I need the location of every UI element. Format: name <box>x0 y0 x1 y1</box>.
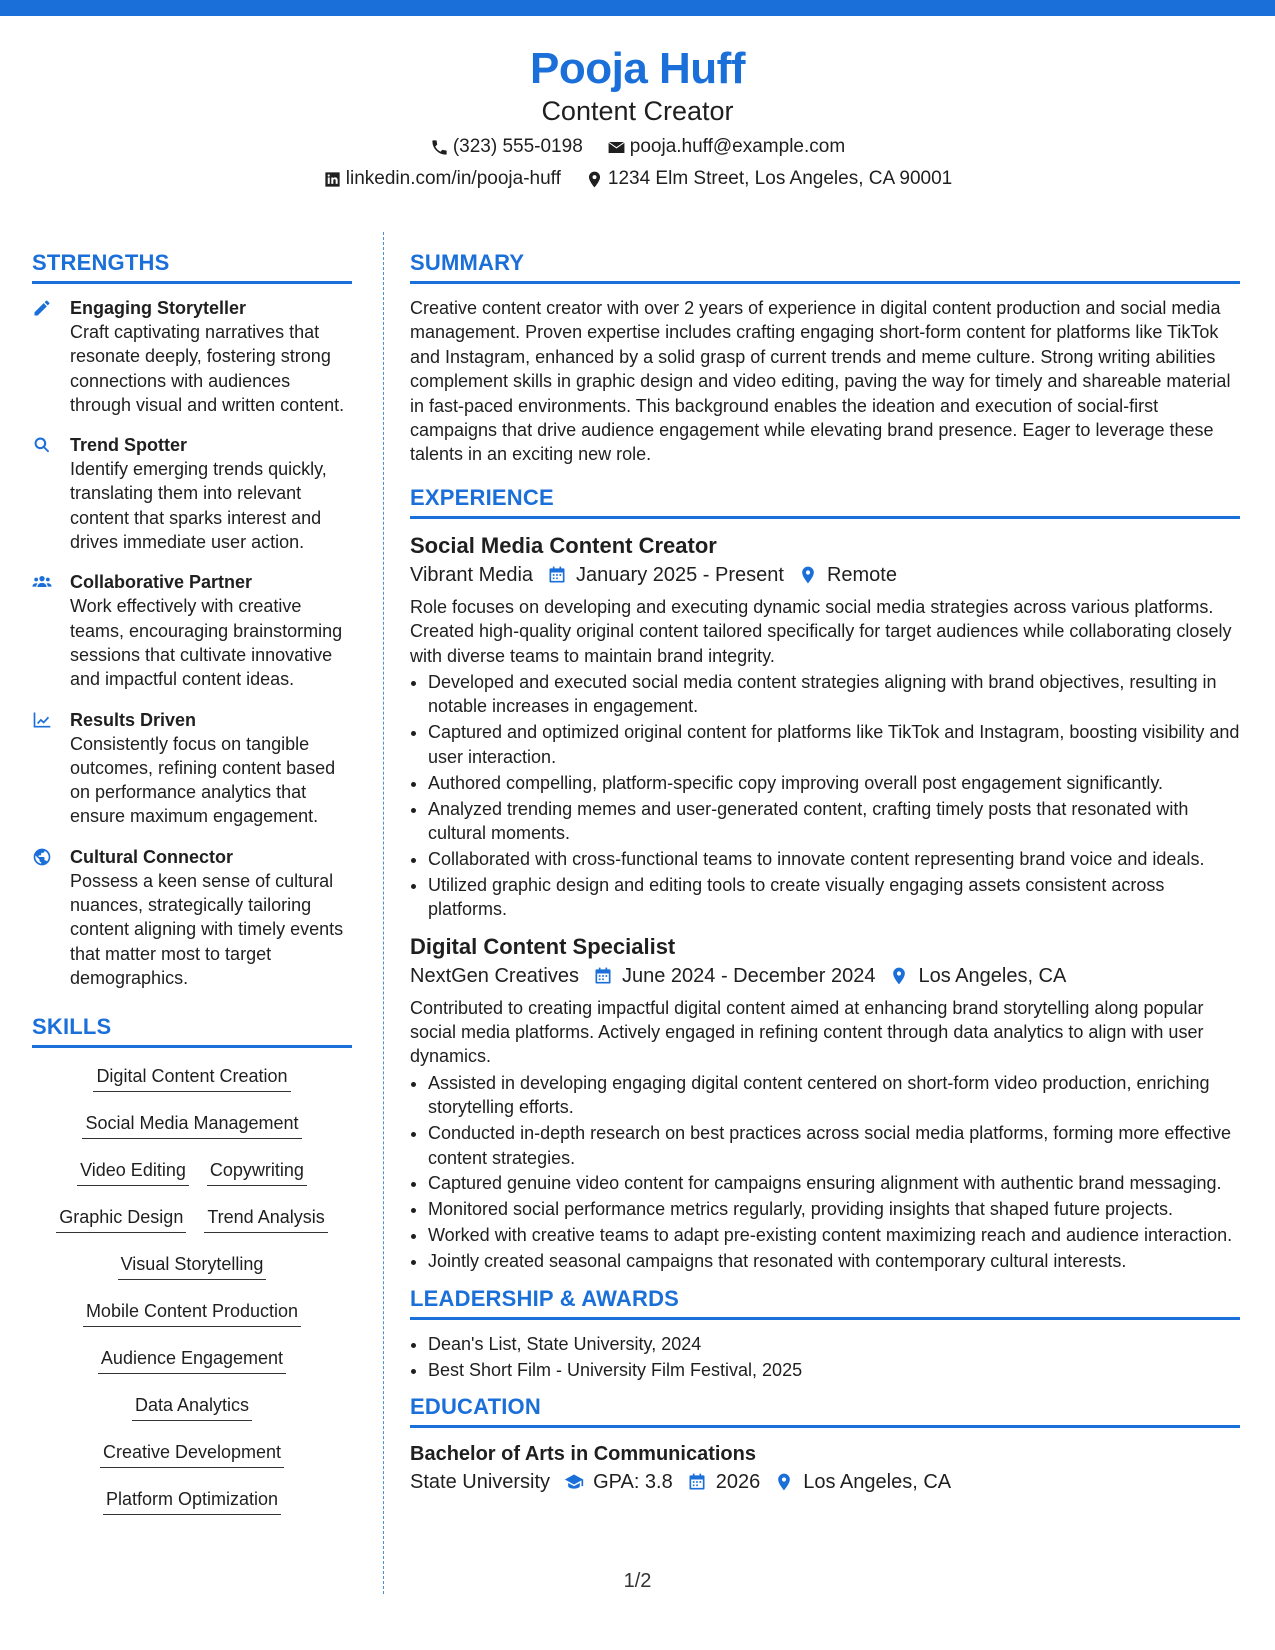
list-item: • Monitored social performance metrics regularly, providing insights that shaped future projects. <box>428 1197 1240 1221</box>
list-item: • Conducted in-depth research on best practices across social media platforms, forming more effective content strategies. <box>428 1121 1240 1170</box>
list-item: • Collaborated with cross-functional teams to innovate content representing brand voice and ideals. <box>428 847 1240 871</box>
location-pin-icon <box>889 966 909 986</box>
resume-header <box>0 42 1275 192</box>
strength-item <box>32 845 352 990</box>
awards-list <box>410 1332 1240 1382</box>
list-item: • Jointly created seasonal campaigns that resonated with contemporary cultural interests. <box>428 1249 1240 1273</box>
skills-heading: SKILLS <box>32 1012 352 1048</box>
awards-heading: LEADERSHIP & AWARDS <box>410 1284 1240 1320</box>
address-contact <box>585 166 952 192</box>
location-pin-icon <box>585 170 604 189</box>
phone-text: (323) 555-0198 <box>452 136 583 157</box>
skill-tag: Trend Analysis <box>204 1201 327 1233</box>
skill-tag: Visual Storytelling <box>118 1248 267 1280</box>
location-pin-icon <box>774 1472 794 1492</box>
strength-item <box>32 296 352 417</box>
envelope-icon <box>607 138 626 157</box>
year-text: 2026 <box>715 1470 761 1493</box>
job-location <box>889 962 1066 990</box>
strengths-heading: STRENGTHS <box>32 248 352 284</box>
education-location <box>774 1468 951 1496</box>
contact-row-1 <box>0 134 1275 160</box>
job-dates-text: January 2025 - Present <box>576 563 784 586</box>
education-gpa <box>564 1468 673 1496</box>
skill-tag: Platform Optimization <box>103 1483 281 1515</box>
list-item: • Worked with creative teams to adapt pre-existing content maximizing reach and audience interaction. <box>428 1223 1240 1247</box>
education-meta <box>410 1468 1240 1496</box>
job-company: NextGen Creatives <box>410 964 579 987</box>
list-item: • Captured genuine video content for campaigns ensuring alignment with authentic brand messaging. <box>428 1171 1240 1195</box>
list-item: • Developed and executed social media content strategies aligning with brand objectives, resulting in notable increases in engagement. <box>428 670 1240 719</box>
linkedin-icon <box>323 170 342 189</box>
skill-tag: Data Analytics <box>132 1389 252 1421</box>
strength-desc: Consistently focus on tangible outcomes, refining content based on performance analytics that ensure maximum engagement. <box>70 733 336 827</box>
phone-icon <box>430 138 449 157</box>
calendar-icon <box>547 565 567 585</box>
list-item: • Captured and optimized original content for platforms like TikTok and Instagram, boosting visibility and user interaction. <box>428 720 1240 769</box>
email-text[interactable]: pooja.huff@example.com <box>629 136 846 157</box>
school-name: State University <box>410 1470 551 1493</box>
education-heading: EDUCATION <box>410 1392 1240 1428</box>
skill-tag: Creative Development <box>100 1436 284 1468</box>
search-icon <box>32 435 52 455</box>
candidate-title: Content Creator <box>541 96 734 126</box>
top-accent-bar <box>0 0 1275 16</box>
skill-tag: Video Editing <box>77 1154 189 1186</box>
calendar-icon <box>593 966 613 986</box>
job-description: Contributed to creating impactful digital content aimed at enhancing brand storytelling along popular social media platforms. Actively engaged in refining content through data analytics to align with user dynamics. <box>410 997 1204 1067</box>
strength-item <box>32 570 352 691</box>
list-item: • Assisted in developing engaging digital content centered on short-form video production, enriching storytelling efforts. <box>428 1071 1240 1120</box>
page-number: 1/2 <box>623 1570 652 1592</box>
job-entry <box>410 531 1240 922</box>
globe-icon <box>32 847 52 867</box>
column-divider <box>383 232 384 1594</box>
calendar-icon <box>687 1472 707 1492</box>
contact-row-2 <box>0 166 1275 192</box>
strength-title: Results Driven <box>70 709 197 730</box>
summary-heading: SUMMARY <box>410 248 1240 284</box>
job-location-text: Remote <box>826 563 897 586</box>
strength-title: Engaging Storyteller <box>70 298 247 318</box>
gpa-text: GPA: 3.8 <box>593 1470 673 1493</box>
linkedin-contact[interactable] <box>323 166 561 192</box>
job-bullets <box>410 1071 1240 1274</box>
job-description: Role focuses on developing and executing dynamic social media strategies across various platforms. Created high-quality original content tailored specifically for target audiences while collaborating closely with diverse teams to maintain brand integrity. <box>410 596 1232 666</box>
degree-title: Bachelor of Arts in Communications <box>410 1442 756 1465</box>
skills-list <box>32 1060 352 1530</box>
job-meta <box>410 561 1240 589</box>
left-column <box>32 248 352 1530</box>
phone-contact <box>430 134 583 160</box>
linkedin-text[interactable]: linkedin.com/in/pooja-huff <box>345 168 561 189</box>
job-title: Social Media Content Creator <box>410 532 717 558</box>
strength-title: Collaborative Partner <box>70 572 253 593</box>
list-item: • Analyzed trending memes and user-generated content, crafting timely posts that resonated with cultural moments. <box>428 797 1240 846</box>
strength-item <box>32 708 352 829</box>
strength-desc: Work effectively with creative teams, encouraging brainstorming sessions that cultivate innovative and impactful content ideas. <box>70 596 343 690</box>
list-item: • Best Short Film - University Film Festival, 2025 <box>428 1358 1240 1382</box>
strength-item <box>32 433 352 554</box>
strength-desc: Identify emerging trends quickly, translating them into relevant content that sparks interest and drives immediate user action. <box>70 459 327 553</box>
skill-tag: Copywriting <box>207 1154 307 1186</box>
skill-tag: Audience Engagement <box>98 1342 286 1374</box>
education-year <box>687 1468 761 1496</box>
job-company: Vibrant Media <box>410 563 534 586</box>
list-item: • Utilized graphic design and editing tools to create visually engaging assets consistent across platforms. <box>428 873 1240 922</box>
right-column <box>410 248 1240 1502</box>
job-entry <box>410 932 1240 1274</box>
list-item: • Dean's List, State University, 2024 <box>428 1332 1240 1356</box>
job-dates <box>593 962 876 990</box>
chart-line-icon <box>32 710 52 730</box>
skill-tag: Graphic Design <box>56 1201 186 1233</box>
strength-desc: Craft captivating narratives that resonate deeply, fostering strong connections with audiences through visual and written content. <box>70 322 345 415</box>
education-location-text: Los Angeles, CA <box>803 1470 952 1493</box>
job-dates <box>547 561 784 589</box>
users-icon <box>32 572 52 592</box>
pencil-icon <box>32 298 52 318</box>
address-text: 1234 Elm Street, Los Angeles, CA 90001 <box>607 168 953 189</box>
job-bullets <box>410 670 1240 922</box>
graduation-cap-icon <box>564 1472 584 1492</box>
job-location-text: Los Angeles, CA <box>918 964 1067 987</box>
candidate-name: Pooja Huff <box>530 44 745 93</box>
skill-tag: Mobile Content Production <box>83 1295 301 1327</box>
location-pin-icon <box>798 565 818 585</box>
job-title: Digital Content Specialist <box>410 933 676 959</box>
job-meta <box>410 962 1240 990</box>
job-location <box>798 561 897 589</box>
job-dates-text: June 2024 - December 2024 <box>621 964 876 987</box>
summary-text: Creative content creator with over 2 years of experience in digital content production and social media management. Proven expertise includes crafting engaging short-form content for platforms like TikTok and Instagram, enhanced by a solid grasp of current trends and meme culture. Strong writing abilities complement skills in graphic design and video editing, paving the way for timely and shareable material in fast-paced environments. This background enables the ideation and execution of social-first campaigns that drive audience engagement while elevating brand presence. Eager to leverage these talents in an exciting new role. <box>410 298 1231 465</box>
strength-title: Trend Spotter <box>70 435 188 456</box>
experience-heading: EXPERIENCE <box>410 483 1240 519</box>
skill-tag: Social Media Management <box>82 1107 301 1139</box>
strength-title: Cultural Connector <box>70 846 234 867</box>
list-item: • Authored compelling, platform-specific copy improving overall post engagement significantly. <box>428 771 1240 795</box>
skill-tag: Digital Content Creation <box>93 1060 290 1092</box>
strength-desc: Possess a keen sense of cultural nuances, strategically tailoring content aligning with timely events that matter most to target demographics. <box>70 870 344 988</box>
email-contact[interactable] <box>607 134 845 160</box>
